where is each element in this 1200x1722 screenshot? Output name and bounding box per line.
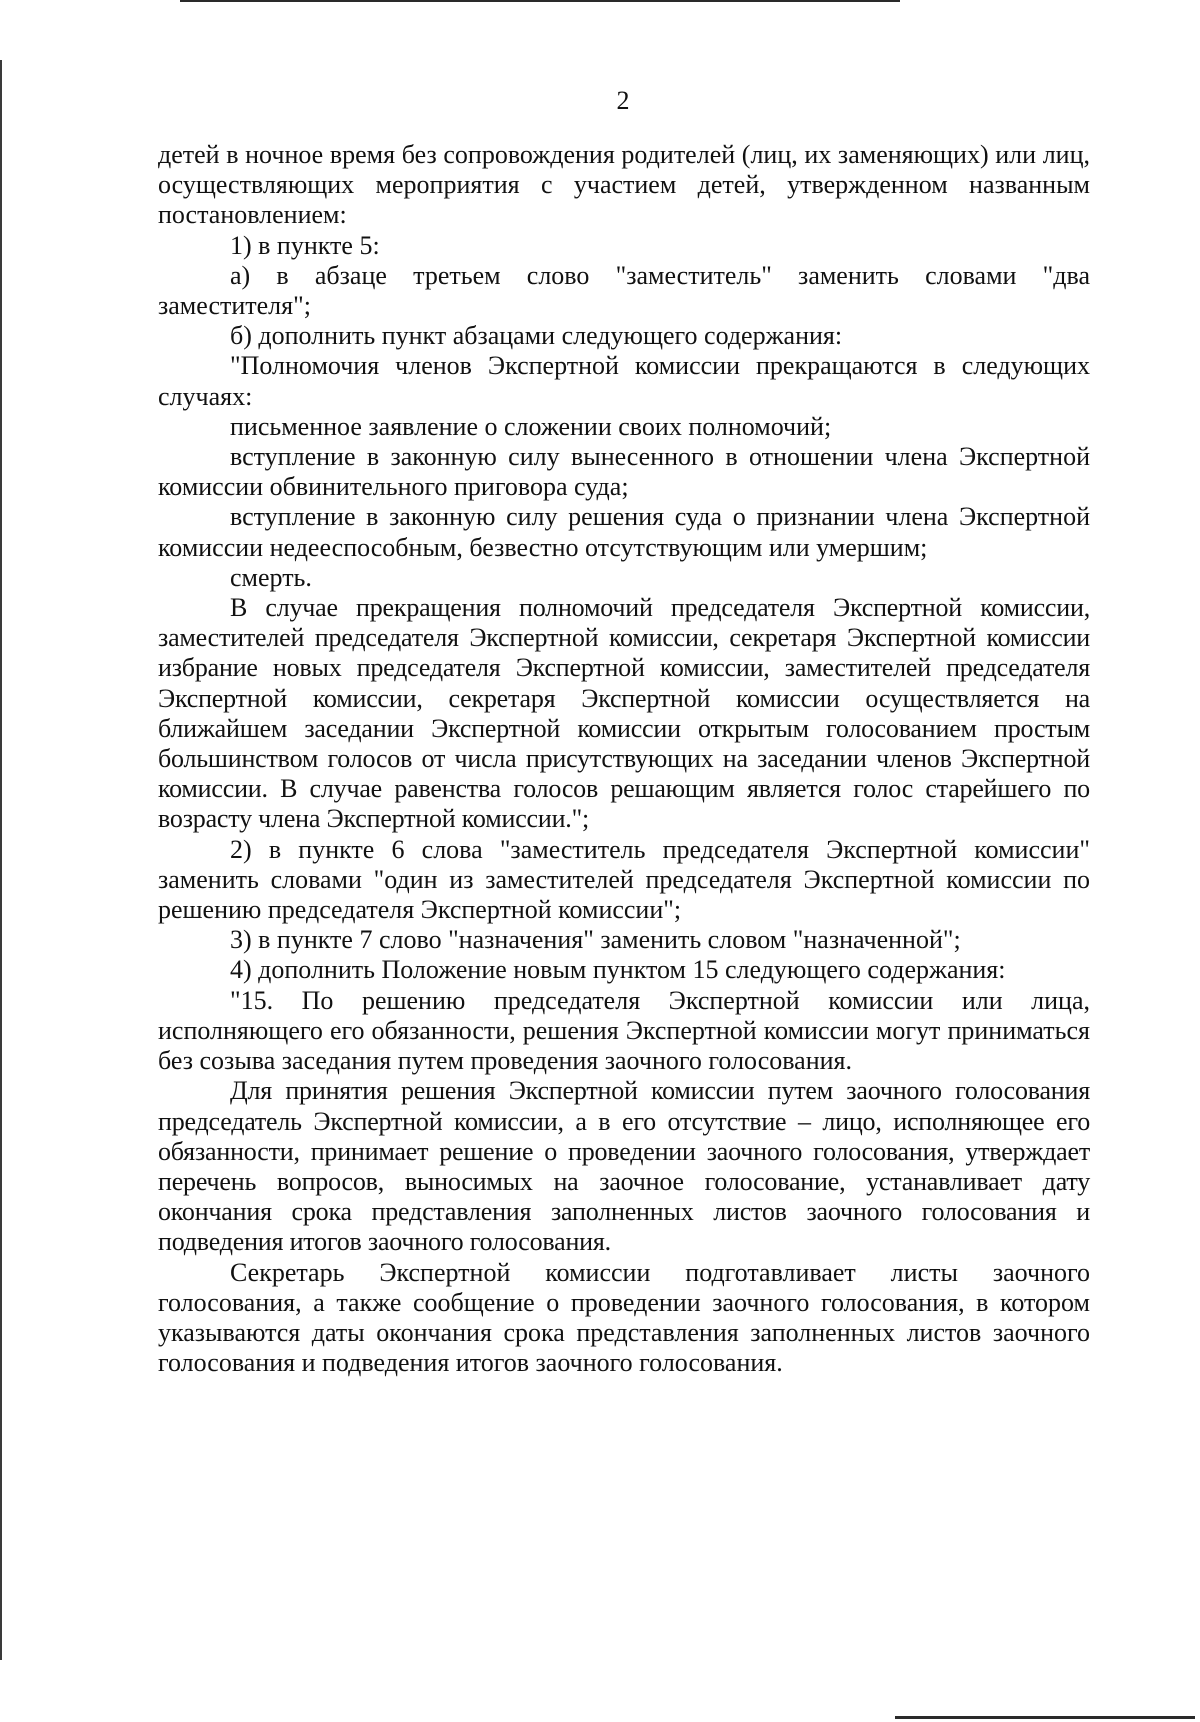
- paragraph: 4) дополнить Положение новым пунктом 15 следующего содержания:: [230, 955, 1006, 985]
- paragraph: Для принятия решения Экспертной комиссии путем заочного голосования председатель Экспертной комиссии, а в его отсутствие – лицо, исполняющее его обязанности, принимает решение о проведении заочного голосования, утверждает перечень вопросов, выносимых на заочное голосование, устанавливает дату окончания срока представления заполненных листов заочного голосования и подведения итогов заочного голосования.: [158, 1076, 1090, 1257]
- paragraph: вступление в законную силу вынесенного в отношении члена Экспертной комиссии обвинительного приговора суда;: [158, 442, 1090, 502]
- scan-edge-left: [0, 60, 2, 1660]
- paragraph: детей в ночное время без сопровождения родителей (лиц, их заменяющих) или лиц, осуществляющих мероприятия с участием детей, утвержденном названным постановлением:: [158, 140, 1090, 230]
- paragraph: вступление в законную силу решения суда о признании члена Экспертной комиссии недееспособным, безвестно отсутствующим или умершим;: [158, 502, 1090, 562]
- scan-edge-top: [180, 0, 900, 2]
- paragraph: 1) в пункте 5:: [230, 230, 380, 260]
- paragraph: В случае прекращения полномочий председателя Экспертной комиссии, заместителей председателя Экспертной комиссии, секретаря Экспертной комиссии избрание новых председателя Экспертной комиссии, заместителей председателя Экспертной комиссии, секретаря Экспертной комиссии осуществляется на ближайшем заседании Экспертной комиссии открытым голосованием простым большинством голосов от числа присутствующих на заседании членов Экспертной комиссии. В случае равенства голосов решающим является голос старейшего по возрасту члена Экспертной комиссии.";: [158, 593, 1090, 834]
- paragraph: б) дополнить пункт абзацами следующего содержания:: [230, 321, 843, 351]
- page-number: 2: [616, 86, 630, 115]
- paragraph: 3) в пункте 7 слово "назначения" заменить словом "назначенной";: [230, 925, 961, 955]
- paragraph: "Полномочия членов Экспертной комиссии прекращаются в следующих случаях:: [158, 351, 1090, 411]
- paragraph: смерть.: [230, 562, 312, 592]
- paragraph: 2) в пункте 6 слова "заместитель председателя Экспертной комиссии" заменить словами "один из заместителей председателя Экспертной комиссии по решению председателя Экспертной комиссии";: [158, 834, 1090, 925]
- paragraph: "15. По решению председателя Экспертной комиссии или лица, исполняющего его обязанности, решения Экспертной комиссии могут приниматься без созыва заседания путем проведения заочного голосования.: [158, 985, 1090, 1076]
- paragraph: а) в абзаце третьем слово "заместитель" заменить словами "два заместителя";: [158, 260, 1090, 321]
- document-body: [158, 140, 1090, 1378]
- scan-edge-bottom: [895, 1716, 1195, 1719]
- paragraph: письменное заявление о сложении своих полномочий;: [230, 411, 832, 441]
- paragraph: Секретарь Экспертной комиссии подготавливает листы заочного голосования, а также сообщение о проведении заочного голосования, в котором указываются даты окончания срока представления заполненных листов заочного голосования и подведения итогов заочного голосования.: [158, 1257, 1090, 1378]
